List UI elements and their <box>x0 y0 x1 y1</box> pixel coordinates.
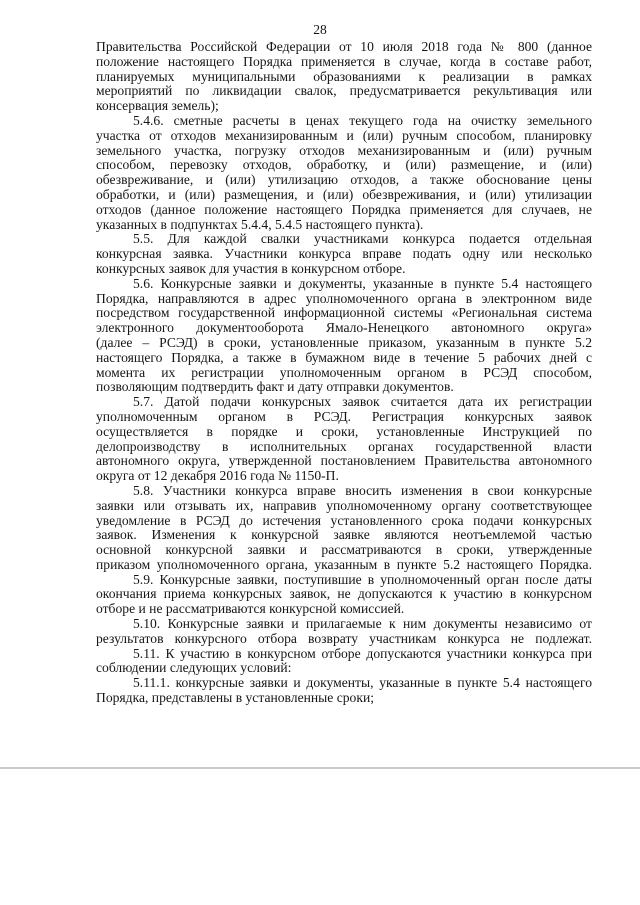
text-line: отходов (данное положение настоящего Порядка применяется для случаев, не <box>96 201 592 217</box>
paragraph-5-9 <box>96 573 592 617</box>
text-line: Порядка, представлены в установленные сроки; <box>96 690 375 706</box>
text-line: обезвреживание, и (или) утилизацию отходов, а также обоснование цены <box>96 172 592 188</box>
paragraph-5-11-1 <box>96 676 592 706</box>
text-line: конкурсных заявок для участия в конкурсном отборе. <box>96 260 406 276</box>
text-line: соблюдении следующих условий: <box>96 660 292 676</box>
text-line: окончания приема конкурсных заявок, не допускаются к участию в конкурсном <box>96 586 592 602</box>
paragraph-5-6 <box>96 277 592 395</box>
text-line: мероприятий по ликвидации свалок, предусматривается рекультивация или <box>96 83 592 99</box>
text-line: 5.11.1. конкурсные заявки и документы, указанные в пункте 5.4 настоящего <box>133 675 592 691</box>
page-number: 28 <box>313 22 327 37</box>
text-line: обработки, и (или) размещения, и (или) обезвреживания, и (или) утилизации <box>96 186 592 202</box>
text-line: основной конкурсной заявки и рассматриваются в сроки, утвержденные <box>96 542 592 558</box>
paragraph-5-10 <box>96 617 592 647</box>
paragraph-5-11 <box>96 647 592 677</box>
text-line: указанных в подпунктах 5.4.4, 5.4.5 настоящего пункта). <box>96 216 424 232</box>
text-line: положение настоящего Порядка применяется в случае, когда в составе работ, <box>96 53 592 69</box>
text-line: уведомление в РСЭД до истечения установленного срока подачи конкурсных <box>96 512 592 528</box>
document-body <box>96 40 592 706</box>
text-line: 5.5. Для каждой свалки участниками конкурса подается отдельная <box>133 231 592 247</box>
text-line: 5.9. Конкурсные заявки, поступившие в уполномоченный орган после даты <box>133 571 592 587</box>
text-line: заявок. Изменения к конкурсной заявке являются неотъемлемой частью <box>96 527 592 543</box>
text-line: момента их регистрации уполномоченным органом в РСЭД способом, <box>96 364 592 380</box>
paragraph-5-5 <box>96 232 592 276</box>
paragraph-5-8 <box>96 484 592 573</box>
text-line: результатов конкурсного отбора возврату участникам конкурса не подлежат. <box>96 630 592 646</box>
text-line: земельного участка, погрузку отходов механизированным и (или) ручным <box>96 142 592 158</box>
text-line: Порядка, направляются в адрес уполномоченного органа в электронном виде <box>96 290 592 306</box>
text-line: (далее – РСЭД) в сроки, установленные приказом, указанным в пункте 5.2 <box>96 334 592 350</box>
text-line: позволяющим подтвердить факт и дату отправки документов. <box>96 379 454 395</box>
text-line: конкурсная заявка. Участники конкурса вправе подать одну или несколько <box>96 246 592 262</box>
text-line: посредством государственной информационной системы «Региональная система <box>96 305 592 321</box>
text-line: приказом уполномоченного органа, указанным в пункте 5.2 настоящего Порядка. <box>96 556 592 572</box>
text-line: заявки или отзывать их, направив уполномоченному органу соответствующее <box>96 497 592 513</box>
text-line: округа от 12 декабря 2016 года № 1150-П. <box>96 468 339 484</box>
text-line: электронного документооборота Ямало-Ненецкого автономного округа» <box>96 320 592 336</box>
text-line: делопроизводству в исполнительных органах государственной власти <box>96 438 592 454</box>
text-line: планируемых муниципальными образованиями к реализации в рамках <box>96 68 592 84</box>
text-line: 5.11. К участию в конкурсном отборе допускаются участники конкурса при <box>133 645 592 661</box>
text-line: настоящего Порядка, а также в бумажном виде в течение 5 рабочих дней с <box>96 349 592 365</box>
text-line: участка от отходов механизированным и (или) ручным способом, планировку <box>96 127 592 143</box>
text-line: отборе и не рассматриваются конкурсной комиссией. <box>96 601 405 617</box>
text-line: 5.7. Датой подачи конкурсных заявок считается дата их регистрации <box>133 394 592 410</box>
text-line: осуществляется в порядке и сроки, установленные Инструкцией по <box>96 423 592 439</box>
text-line: способом, перевозку отходов, обработку, и (или) размещение, и (или) <box>96 157 592 173</box>
text-line: 5.8. Участники конкурса вправе вносить изменения в свои конкурсные <box>133 482 592 498</box>
text-line: автономного округа, утвержденной постановлением Правительства автономного <box>96 453 592 469</box>
paragraph-continuation <box>96 40 592 114</box>
paragraph-5-4-6 <box>96 114 592 232</box>
text-line: уполномоченным органом в РСЭД. Регистрация конкурсных заявок <box>96 408 592 424</box>
text-line: 5.10. Конкурсные заявки и прилагаемые к ним документы независимо от <box>133 616 592 632</box>
scan-edge-line <box>0 767 640 769</box>
paragraph-5-7 <box>96 395 592 484</box>
text-line: 5.6. Конкурсные заявки и документы, указанные в пункте 5.4 настоящего <box>133 275 592 291</box>
text-line: 5.4.6. сметные расчеты в ценах текущего года на очистку земельного <box>133 112 592 128</box>
text-line: Правительства Российской Федерации от 10 июля 2018 года № 800 (данное <box>96 39 592 54</box>
text-line: консервация земель); <box>96 98 219 114</box>
